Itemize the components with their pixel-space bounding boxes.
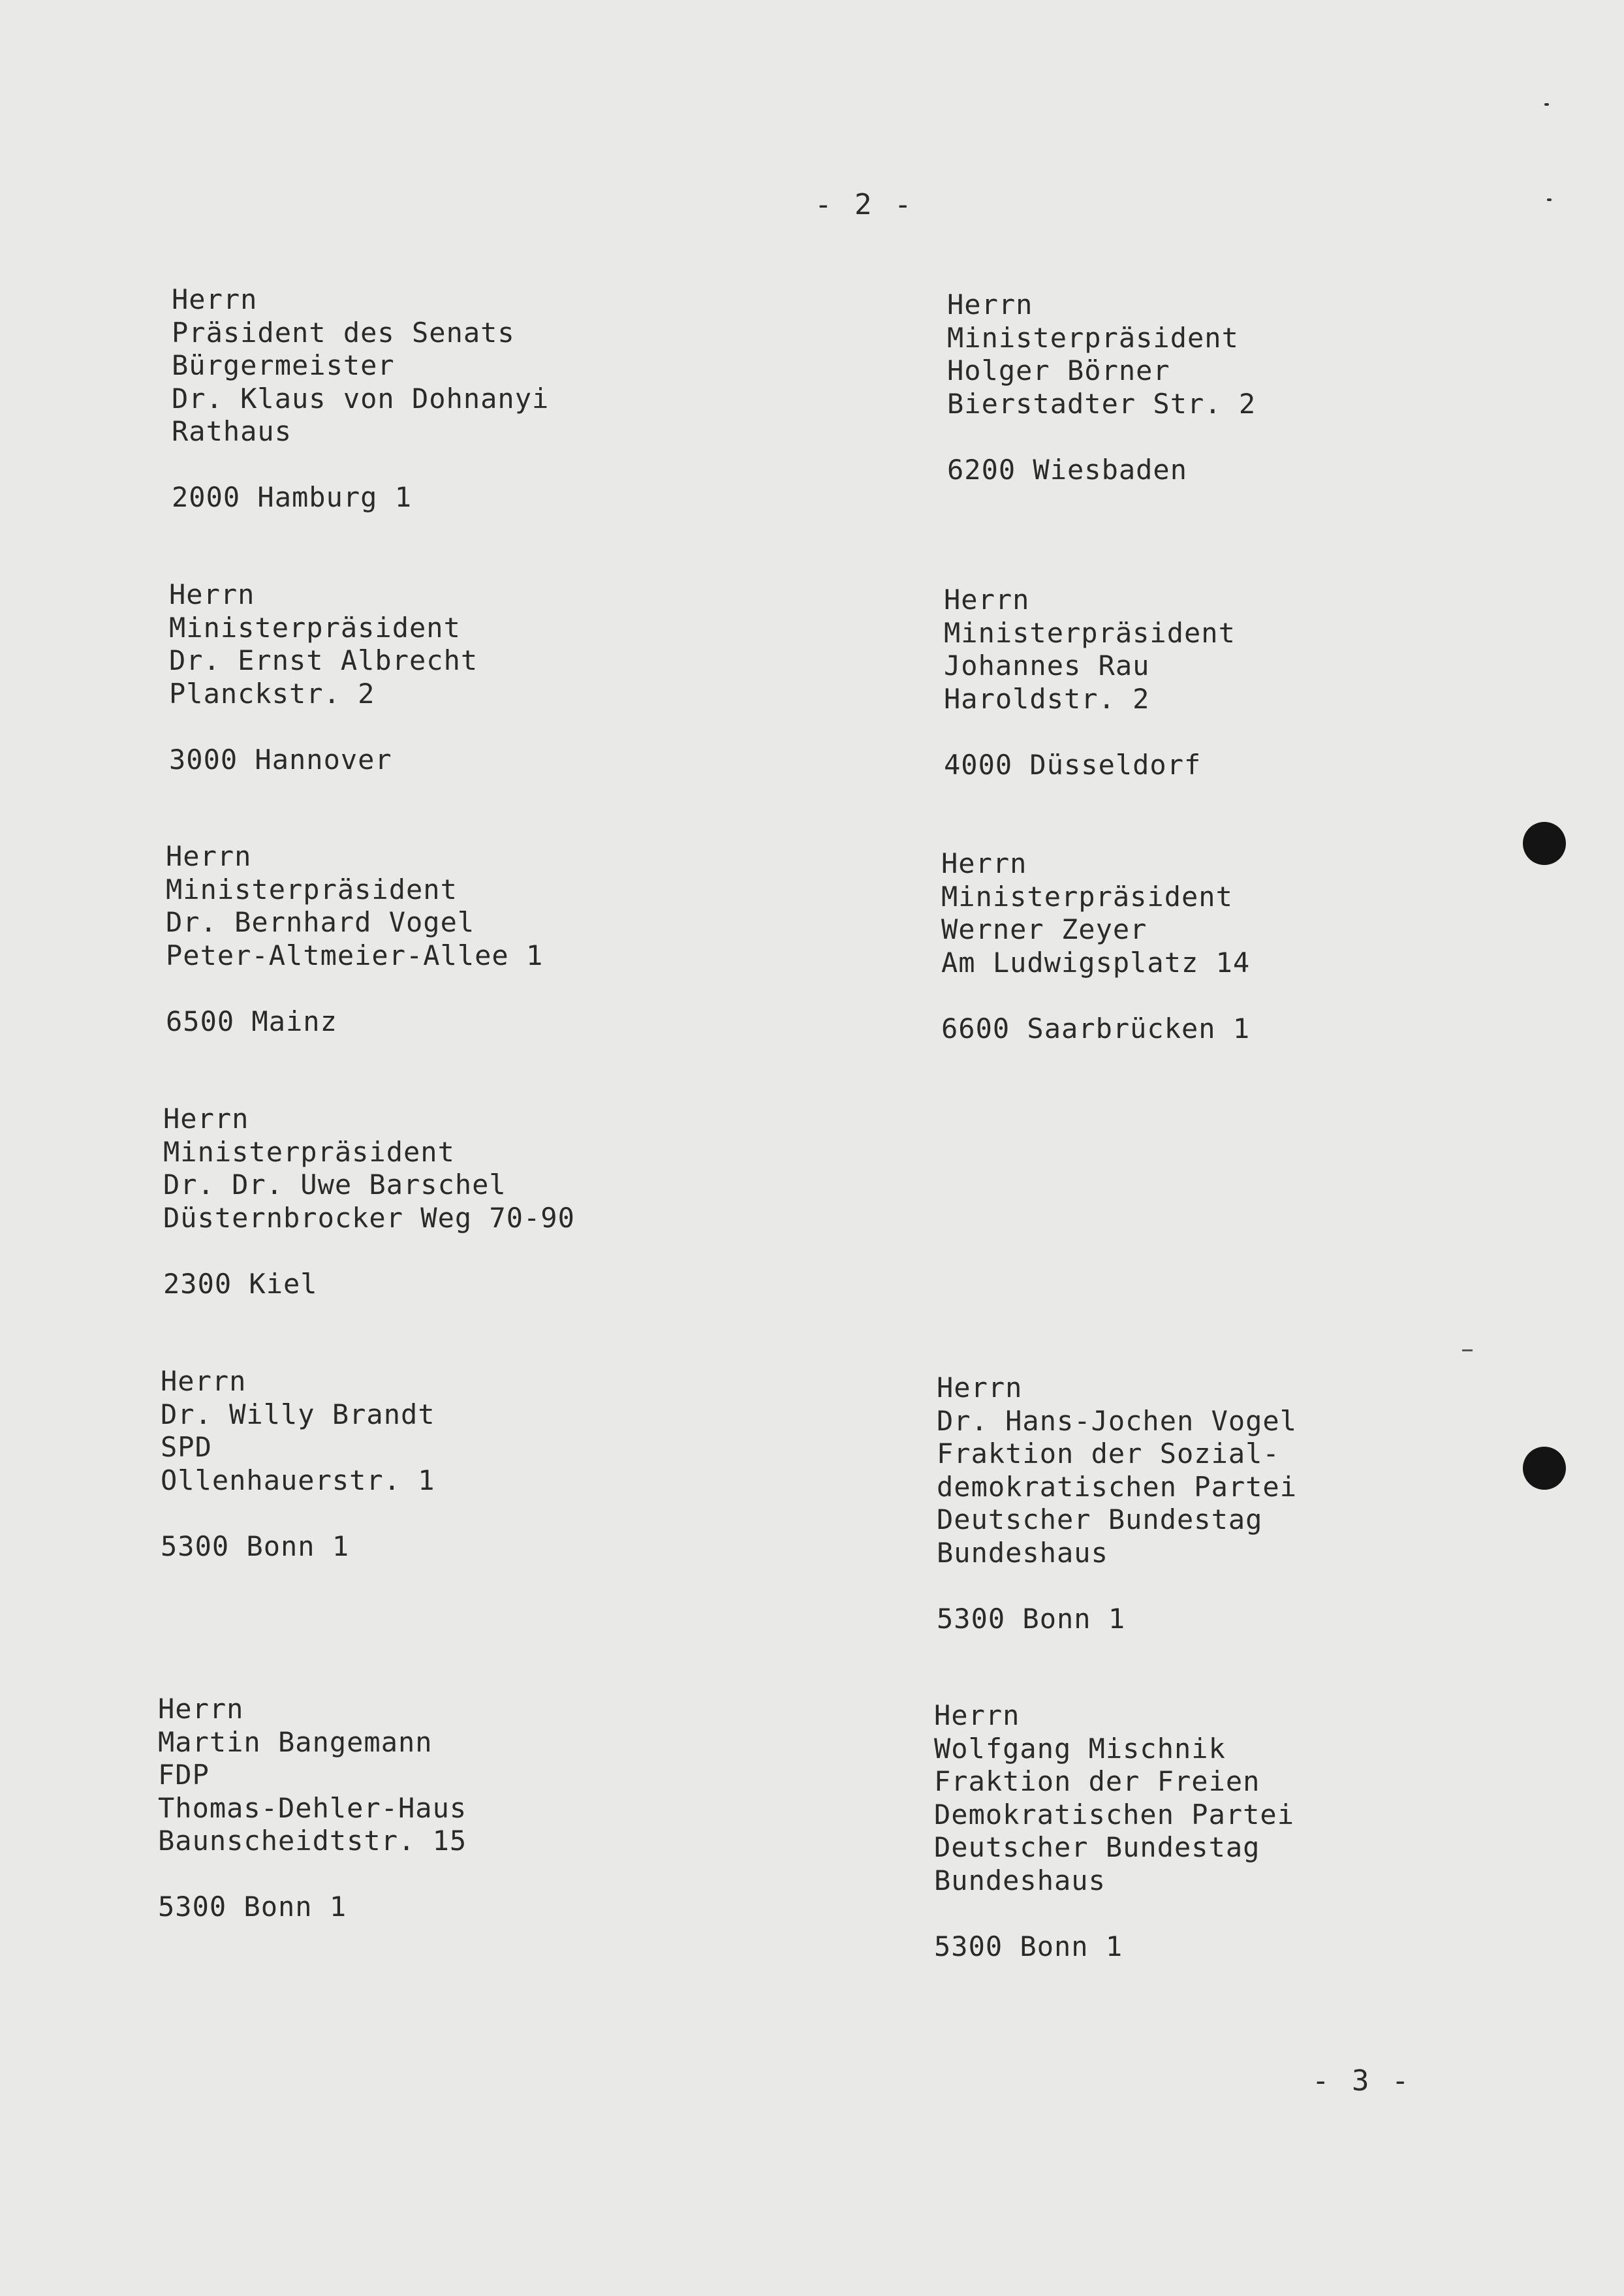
page-number-bottom: - 3 - xyxy=(1312,2064,1412,2098)
postal-city: 5300 Bonn 1 xyxy=(158,1891,347,1923)
postal-city: 5300 Bonn 1 xyxy=(934,1930,1123,1962)
address-block-hannover xyxy=(169,578,822,776)
page-number-top: - 2 - xyxy=(815,188,914,221)
address-line: Präsident des Senats xyxy=(172,316,515,349)
recipient-name: Wolfgang Mischnik xyxy=(934,1732,1226,1765)
postal-city: 5300 Bonn 1 xyxy=(937,1602,1126,1635)
address-line: Bürgermeister xyxy=(172,349,395,381)
postal-city: 3000 Hannover xyxy=(169,743,392,776)
address-line: Fraktion der Freien xyxy=(934,1765,1260,1797)
address-block-wiesbaden xyxy=(947,289,1600,486)
address-block-saarbruecken xyxy=(941,847,1594,1045)
address-line: Ministerpräsident xyxy=(166,873,458,905)
salutation: Herrn xyxy=(937,1372,1023,1404)
recipient-name: Dr. Hans-Jochen Vogel xyxy=(937,1404,1298,1437)
salutation: Herrn xyxy=(161,1365,247,1397)
salutation: Herrn xyxy=(158,1693,244,1725)
address-line: Demokratischen Partei xyxy=(934,1798,1295,1831)
recipient-name: Werner Zeyer xyxy=(941,913,1148,945)
recipient-name: Martin Bangemann xyxy=(158,1725,433,1758)
address-line: Ministerpräsident xyxy=(944,616,1236,649)
postal-city: 6200 Wiesbaden xyxy=(947,453,1188,486)
address-line: Baunscheidtstr. 15 xyxy=(158,1825,467,1857)
paper-mark xyxy=(1462,1349,1473,1351)
address-block-vogel xyxy=(937,1372,1589,1635)
address-block-kiel xyxy=(163,1103,816,1300)
salutation: Herrn xyxy=(941,847,1027,879)
postal-city: 2000 Hamburg 1 xyxy=(172,481,413,513)
recipient-name: Dr. Willy Brandt xyxy=(161,1398,435,1430)
salutation: Herrn xyxy=(163,1103,249,1135)
recipient-name: Dr. Ernst Albrecht xyxy=(169,644,478,676)
address-line: Ministerpräsident xyxy=(941,880,1233,913)
salutation: Herrn xyxy=(947,289,1033,321)
salutation: Herrn xyxy=(944,584,1030,616)
recipient-name: Holger Börner xyxy=(947,354,1170,386)
address-line: Bierstadter Str. 2 xyxy=(947,387,1257,420)
address-block-brandt xyxy=(161,1365,813,1563)
address-line: Ministerpräsident xyxy=(947,321,1239,354)
recipient-name: Dr. Klaus von Dohnanyi xyxy=(172,382,550,415)
salutation: Herrn xyxy=(172,283,258,315)
address-line: Ministerpräsident xyxy=(163,1135,455,1168)
address-line: Düsternbrocker Weg 70-90 xyxy=(163,1201,575,1234)
address-line: Bundeshaus xyxy=(937,1536,1108,1569)
postal-city: 5300 Bonn 1 xyxy=(161,1530,350,1562)
address-block-mischnik xyxy=(934,1699,1587,1963)
address-line: Bundeshaus xyxy=(934,1864,1106,1896)
postal-city: 4000 Düsseldorf xyxy=(944,748,1202,781)
punch-hole-upper xyxy=(1523,822,1566,865)
punch-hole-lower xyxy=(1523,1447,1566,1490)
address-block-mainz xyxy=(166,840,819,1038)
recipient-name: Dr. Bernhard Vogel xyxy=(166,906,475,938)
address-line: Ollenhauerstr. 1 xyxy=(161,1464,435,1496)
address-line: Haroldstr. 2 xyxy=(944,682,1150,715)
address-block-hamburg xyxy=(172,283,824,514)
address-line: SPD xyxy=(161,1431,212,1463)
paper-speck xyxy=(1544,103,1549,106)
postal-city: 6500 Mainz xyxy=(166,1005,337,1037)
address-line: Rathaus xyxy=(172,415,292,447)
address-line: demokratischen Partei xyxy=(937,1470,1298,1503)
address-line: Deutscher Bundestag xyxy=(934,1831,1260,1863)
salutation: Herrn xyxy=(166,840,252,872)
paper-speck xyxy=(1547,198,1552,201)
address-line: Fraktion der Sozial- xyxy=(937,1438,1280,1470)
recipient-name: Dr. Dr. Uwe Barschel xyxy=(163,1169,507,1201)
address-line: Deutscher Bundestag xyxy=(937,1503,1263,1535)
address-block-bangemann xyxy=(158,1693,811,1924)
address-line: Peter-Altmeier-Allee 1 xyxy=(166,939,544,971)
salutation: Herrn xyxy=(169,578,255,610)
address-line: Planckstr. 2 xyxy=(169,677,375,710)
postal-city: 2300 Kiel xyxy=(163,1267,318,1300)
address-block-duesseldorf xyxy=(944,584,1597,781)
address-line: Am Ludwigsplatz 14 xyxy=(941,946,1251,979)
address-line: FDP xyxy=(158,1759,210,1791)
postal-city: 6600 Saarbrücken 1 xyxy=(941,1012,1251,1045)
address-line: Thomas-Dehler-Haus xyxy=(158,1791,467,1824)
address-line: Ministerpräsident xyxy=(169,611,461,644)
salutation: Herrn xyxy=(934,1699,1020,1731)
recipient-name: Johannes Rau xyxy=(944,650,1150,682)
